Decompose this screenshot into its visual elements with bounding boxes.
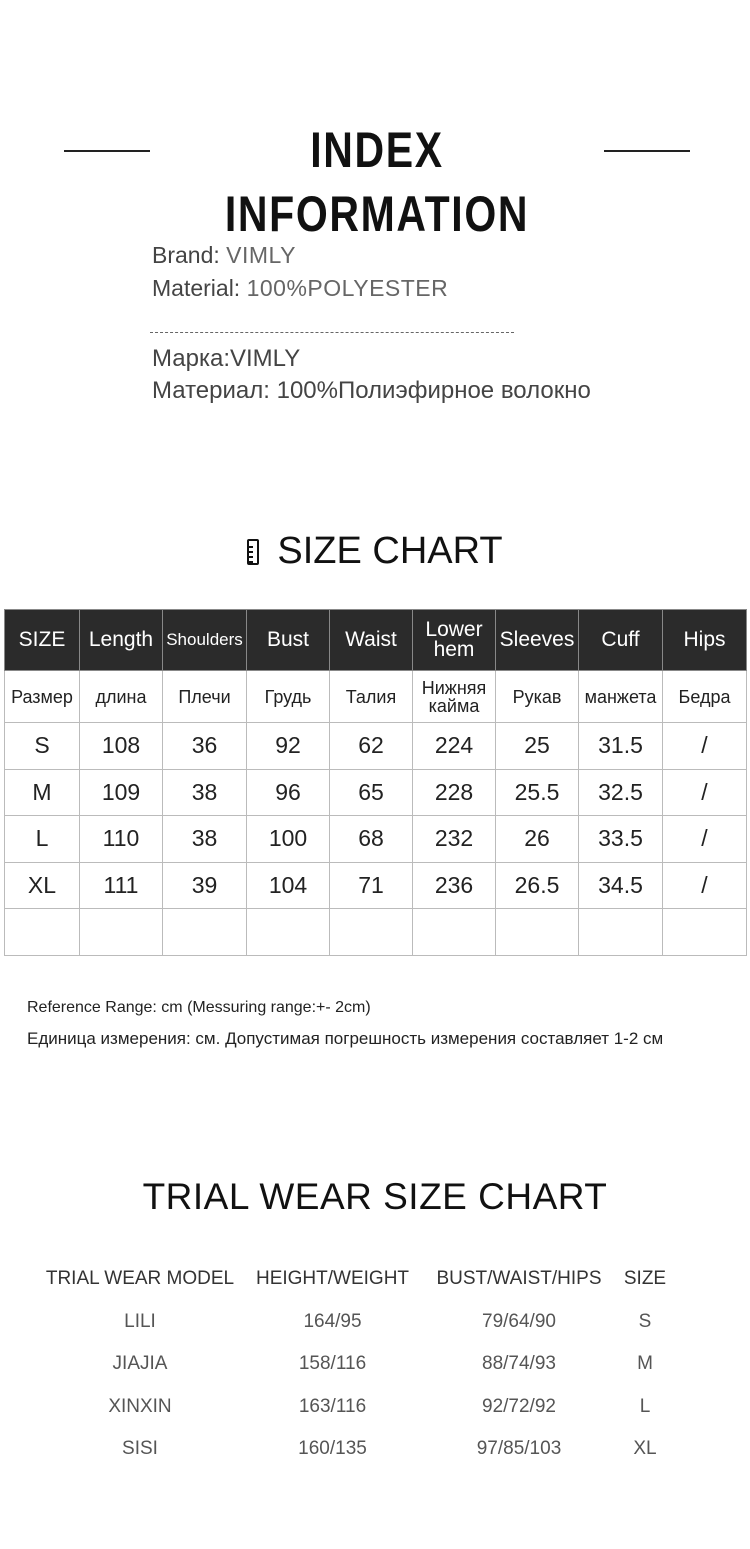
brand-value: VIMLY xyxy=(226,242,296,268)
trial-cell: L xyxy=(639,1395,651,1417)
trial-row xyxy=(40,1301,710,1344)
divider-left xyxy=(64,150,150,152)
header-cell: Hips xyxy=(663,610,747,671)
trial-cell: 79/64/90 xyxy=(482,1310,556,1332)
trial-row xyxy=(40,1428,710,1471)
table-cell: 38 xyxy=(163,816,247,863)
header-cell: Length xyxy=(80,610,163,671)
table-cell: 236 xyxy=(413,862,496,909)
trial-title: TRIAL WEAR SIZE CHART xyxy=(142,1176,608,1217)
table-cell: 68 xyxy=(330,816,413,863)
header-cell: Waist xyxy=(330,610,413,671)
table-cell: 39 xyxy=(163,862,247,909)
header-cell: Lower hem xyxy=(413,610,496,671)
reference-range-en: Reference Range: cm (Messuring range:+- 2cm) xyxy=(27,999,371,1016)
size-header-row xyxy=(5,610,747,671)
table-cell: 100 xyxy=(247,816,330,863)
trial-cell: 163/116 xyxy=(298,1395,367,1417)
ru-material: Материал: 100%Полиэфирное волокно xyxy=(152,377,591,404)
table-cell: 110 xyxy=(80,816,163,863)
table-cell: / xyxy=(663,723,747,770)
table-cell xyxy=(496,909,579,956)
ru-header-cell: длина xyxy=(80,671,163,723)
table-cell: / xyxy=(663,816,747,863)
ru-header-cell: Нижняя кайма xyxy=(413,671,496,723)
header-cell: Sleeves xyxy=(496,610,579,671)
trial-cell: 160/135 xyxy=(298,1438,367,1460)
table-cell: L xyxy=(5,816,80,863)
ru-brand: Марка:VIMLY xyxy=(152,345,301,372)
table-cell xyxy=(5,909,80,956)
ru-header-cell: Грудь xyxy=(247,671,330,723)
table-cell: 36 xyxy=(163,723,247,770)
table-cell: 108 xyxy=(80,723,163,770)
trial-cell: JIAJIA xyxy=(112,1353,168,1375)
info-russian xyxy=(152,343,591,407)
material-label: Material: xyxy=(152,275,241,301)
table-cell: 32.5 xyxy=(579,769,663,816)
table-cell xyxy=(413,909,496,956)
dotted-divider xyxy=(150,332,514,333)
trial-cell: M xyxy=(637,1353,653,1375)
table-cell: 96 xyxy=(247,769,330,816)
header-cell: Shoulders xyxy=(163,610,247,671)
index-header xyxy=(0,118,750,242)
table-row xyxy=(5,816,747,863)
trial-row xyxy=(40,1386,710,1429)
trial-cell: XINXIN xyxy=(108,1395,172,1417)
table-cell: 92 xyxy=(247,723,330,770)
trial-cell: 158/116 xyxy=(298,1353,367,1375)
trial-cell: S xyxy=(638,1310,652,1332)
trial-cell: XL xyxy=(633,1438,657,1460)
header-cell: SIZE xyxy=(5,610,80,671)
ru-header-cell: Рукав xyxy=(496,671,579,723)
table-cell: 31.5 xyxy=(579,723,663,770)
ru-header-cell: манжета xyxy=(579,671,663,723)
trial-cell: 88/74/93 xyxy=(482,1353,556,1375)
divider-right xyxy=(604,150,690,152)
size-ru-header-row xyxy=(5,671,747,723)
trial-cell: 92/72/92 xyxy=(482,1395,556,1417)
trial-row xyxy=(40,1343,710,1386)
trial-header-row xyxy=(40,1258,710,1301)
trial-table xyxy=(40,1258,710,1471)
table-cell xyxy=(579,909,663,956)
table-cell: 26 xyxy=(496,816,579,863)
table-cell: M xyxy=(5,769,80,816)
trial-header-cell: BUST/WAIST/HIPS xyxy=(436,1268,602,1290)
table-cell: 25.5 xyxy=(496,769,579,816)
index-title: INDEX INFORMATION xyxy=(224,122,530,242)
trial-cell: SISI xyxy=(122,1438,158,1460)
table-cell: 111 xyxy=(80,862,163,909)
trial-cell: 164/95 xyxy=(303,1310,362,1332)
table-cell: 25 xyxy=(496,723,579,770)
table-cell: 224 xyxy=(413,723,496,770)
table-cell: / xyxy=(663,862,747,909)
material-value: 100%POLYESTER xyxy=(246,275,449,301)
table-row xyxy=(5,862,747,909)
trial-cell: LILI xyxy=(124,1310,156,1332)
trial-cell: 97/85/103 xyxy=(476,1438,562,1460)
table-cell: 62 xyxy=(330,723,413,770)
trial-header-cell: SIZE xyxy=(623,1268,667,1290)
material-line xyxy=(152,272,448,305)
table-cell: 71 xyxy=(330,862,413,909)
table-cell: 65 xyxy=(330,769,413,816)
table-cell: 109 xyxy=(80,769,163,816)
table-cell: 104 xyxy=(247,862,330,909)
table-row xyxy=(5,909,747,956)
header-cell: Cuff xyxy=(579,610,663,671)
ru-header-cell: Талия xyxy=(330,671,413,723)
size-chart-title-text: SIZE CHART xyxy=(277,530,503,572)
table-cell: 26.5 xyxy=(496,862,579,909)
table-row xyxy=(5,723,747,770)
table-cell: 34.5 xyxy=(579,862,663,909)
ru-header-cell: Бедра xyxy=(663,671,747,723)
table-cell: S xyxy=(5,723,80,770)
reference-range-ru: Единица измерения: см. Допустимая погрешность измерения составляет 1-2 см xyxy=(27,1029,664,1048)
brand-label: Brand: xyxy=(152,242,220,268)
table-cell xyxy=(330,909,413,956)
table-cell xyxy=(80,909,163,956)
table-cell xyxy=(163,909,247,956)
ruler-icon xyxy=(247,539,259,565)
table-cell: XL xyxy=(5,862,80,909)
table-cell: 228 xyxy=(413,769,496,816)
table-cell: 33.5 xyxy=(579,816,663,863)
table-cell xyxy=(663,909,747,956)
table-cell: 38 xyxy=(163,769,247,816)
table-row xyxy=(5,769,747,816)
table-cell: / xyxy=(663,769,747,816)
header-cell: Bust xyxy=(247,610,330,671)
trial-header-cell: TRIAL WEAR MODEL xyxy=(45,1268,235,1290)
info-english xyxy=(152,239,448,305)
table-cell xyxy=(247,909,330,956)
table-cell: 232 xyxy=(413,816,496,863)
ru-header-cell: Размер xyxy=(5,671,80,723)
ru-header-cell: Плечи xyxy=(163,671,247,723)
trial-header-cell: HEIGHT/WEIGHT xyxy=(255,1268,410,1290)
size-table xyxy=(4,609,747,956)
size-chart-title xyxy=(0,528,750,574)
brand-line xyxy=(152,239,448,272)
